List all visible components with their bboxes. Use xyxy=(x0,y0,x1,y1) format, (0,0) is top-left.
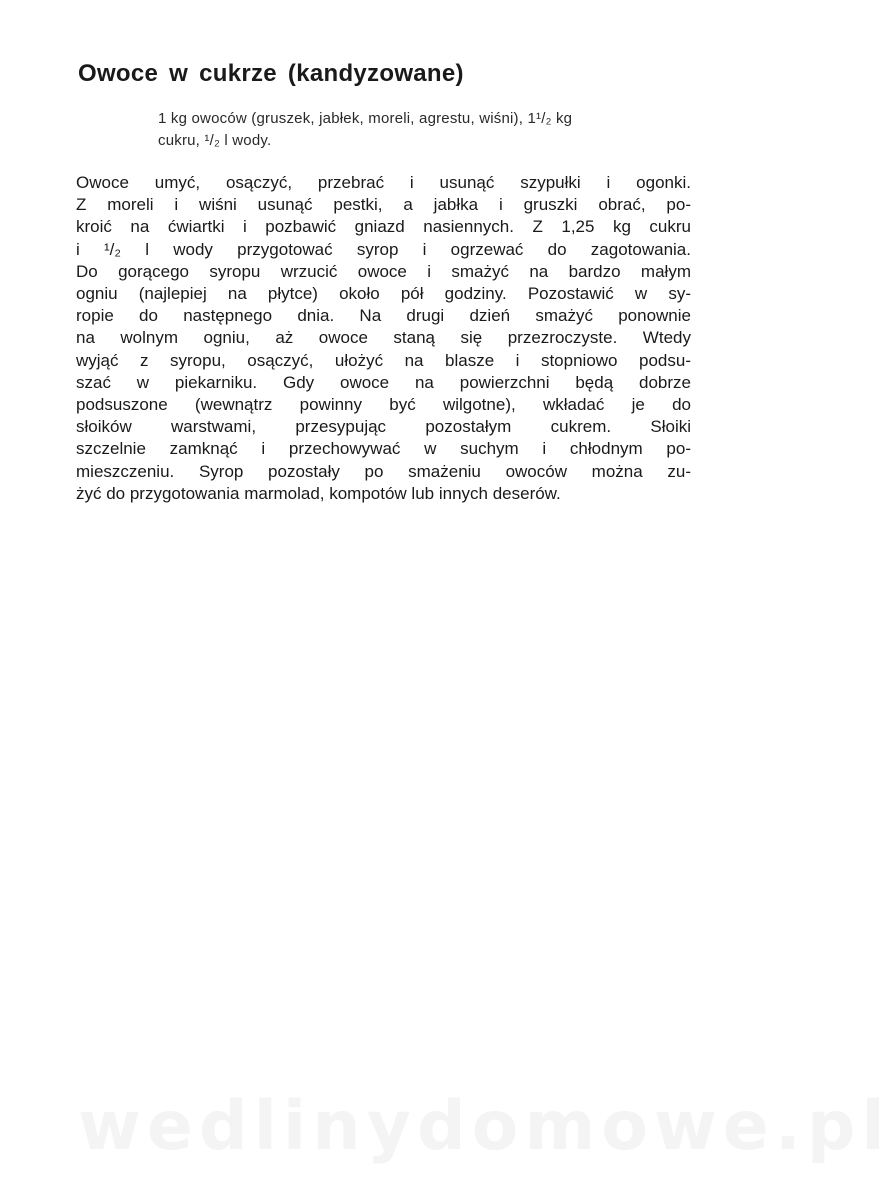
instruction-line: wyjąć z syropu, osączyć, ułożyć na blasze i stopniowo podsu- xyxy=(76,350,691,370)
recipe-instructions xyxy=(76,172,691,505)
instruction-line: kroić na ćwiartki i pozbawić gniazd nasiennych. Z 1,25 kg cukru xyxy=(76,217,691,237)
instruction-line: żyć do przygotowania marmolad, kompotów lub innych deserów. xyxy=(76,483,561,503)
instruction-line: szać w piekarniku. Gdy owoce na powierzchni będą dobrze xyxy=(76,372,691,392)
instruction-line: szczelnie zamknąć i przechowywać w suchym i chłodnym po- xyxy=(76,439,691,459)
ingredients-line: 1 kg owoców (gruszek, jabłek, moreli, agrestu, wiśni), 1¹/₂ kg xyxy=(158,110,573,127)
instruction-line: i ¹/₂ l wody przygotować syrop i ogrzewać do zagotowania. xyxy=(76,239,691,259)
instruction-line: mieszczeniu. Syrop pozostały po smażeniu owoców można zu- xyxy=(76,461,691,481)
watermark: wedlinydomowe.pl xyxy=(78,1087,891,1166)
instruction-line: słoików warstwami, przesypując pozostałym cukrem. Słoiki xyxy=(76,417,691,437)
ingredients-line: cukru, ¹/₂ l wody. xyxy=(158,132,272,149)
instruction-line: na wolnym ogniu, aż owoce staną się przezroczyste. Wtedy xyxy=(76,328,691,348)
instruction-line: ogniu (najlepiej na płytce) około pół godziny. Pozostawić w sy- xyxy=(76,284,691,304)
instruction-line: Do gorącego syropu wrzucić owoce i smażyć na bardzo małym xyxy=(76,261,691,281)
instruction-line: Owoce umyć, osączyć, przebrać i usunąć szypułki i ogonki. xyxy=(76,173,691,192)
ingredients-paragraph xyxy=(158,108,688,152)
recipe-title: Owoce w cukrze (kandyzowane) xyxy=(78,60,464,87)
instruction-line: Z moreli i wiśni usunąć pestki, a jabłka i gruszki obrać, po- xyxy=(76,195,691,215)
instruction-line: ropie do następnego dnia. Na drugi dzień smażyć ponownie xyxy=(76,306,691,326)
instruction-line: podsuszone (wewnątrz powinny być wilgotne), wkładać je do xyxy=(76,395,691,415)
